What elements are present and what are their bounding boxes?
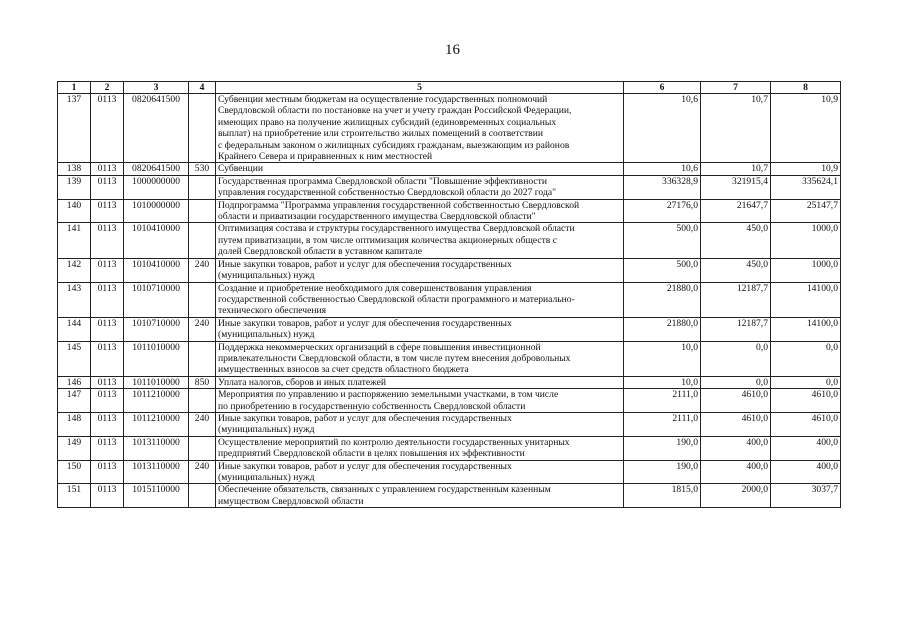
- description-line: области и приватизации государственного имущества Свердловской области": [218, 211, 536, 223]
- description-line: Государственная программа Свердловской области "Повышение эффективности: [218, 175, 547, 187]
- page-number: 16: [445, 42, 460, 58]
- table-row: [58, 94, 841, 163]
- section-code-cell: 0113: [91, 94, 124, 163]
- description-line: с федеральным законом о жилищных субсидиях гражданам, выезжающим из районов: [218, 139, 570, 151]
- amount-col8-cell: 400,0: [771, 460, 841, 484]
- column-header: 6: [624, 82, 701, 94]
- section-code-cell: 0113: [91, 376, 124, 388]
- amount-col8-cell: 1000,0: [771, 258, 841, 282]
- description-line: (муниципальных) нужд: [218, 472, 315, 483]
- row-number-cell: 139: [58, 175, 91, 199]
- description-line: путем приватизации, в том числе оптимизация количества акционерных обществ с: [218, 234, 557, 246]
- description-cell: [216, 341, 624, 376]
- description-line: Иные закупки товаров, работ и услуг для обеспечения государственных: [218, 258, 512, 270]
- row-number-cell: 144: [58, 317, 91, 341]
- target-code-cell: 1011210000: [124, 412, 189, 436]
- column-header: 4: [189, 82, 216, 94]
- section-code-cell: 0113: [91, 175, 124, 199]
- description-cell: [216, 258, 624, 282]
- budget-table: [57, 81, 841, 508]
- description-cell: [216, 199, 624, 223]
- row-number-cell: 150: [58, 460, 91, 484]
- target-code-cell: 1000000000: [124, 175, 189, 199]
- target-code-cell: 1013110000: [124, 460, 189, 484]
- amount-col8-cell: 3037,7: [771, 484, 841, 508]
- amount-col7-cell: 0,0: [701, 376, 771, 388]
- row-number-cell: 137: [58, 94, 91, 163]
- table-row: [58, 341, 841, 376]
- target-code-cell: 0820641500: [124, 163, 189, 175]
- row-number-cell: 141: [58, 223, 91, 258]
- amount-col8-cell: 0,0: [771, 376, 841, 388]
- target-code-cell: 1013110000: [124, 436, 189, 460]
- table-row: [58, 484, 841, 508]
- row-number-cell: 147: [58, 389, 91, 413]
- target-code-cell: 0820641500: [124, 94, 189, 163]
- column-header: 2: [91, 82, 124, 94]
- expense-type-cell: [189, 436, 216, 460]
- column-header: 7: [701, 82, 771, 94]
- row-number-cell: 149: [58, 436, 91, 460]
- table-row: [58, 223, 841, 258]
- amount-col7-cell: 10,7: [701, 163, 771, 175]
- column-header: 8: [771, 82, 841, 94]
- expense-type-cell: [189, 94, 216, 163]
- description-line: Крайнего Севера и приравненных к ним местностей: [218, 151, 433, 163]
- description-cell: [216, 163, 624, 175]
- amount-col6-cell: 190,0: [624, 436, 701, 460]
- amount-col7-cell: 450,0: [701, 223, 771, 258]
- target-code-cell: 1015110000: [124, 484, 189, 508]
- expense-type-cell: 240: [189, 460, 216, 484]
- row-number-cell: 140: [58, 199, 91, 223]
- row-number-cell: 146: [58, 376, 91, 388]
- amount-col6-cell: 10,6: [624, 163, 701, 175]
- description-line: Субвенции: [218, 163, 263, 175]
- description-line: Иные закупки товаров, работ и услуг для обеспечения государственных: [218, 460, 512, 472]
- target-code-cell: 1011010000: [124, 341, 189, 376]
- amount-col6-cell: 21880,0: [624, 282, 701, 317]
- table-row: [58, 258, 841, 282]
- amount-col8-cell: 1000,0: [771, 223, 841, 258]
- expense-type-cell: 240: [189, 258, 216, 282]
- table-row: [58, 163, 841, 175]
- expense-type-cell: [189, 282, 216, 317]
- amount-col6-cell: 27176,0: [624, 199, 701, 223]
- table-row: [58, 282, 841, 317]
- amount-col8-cell: 4610,0: [771, 412, 841, 436]
- column-header: 1: [58, 82, 91, 94]
- amount-col6-cell: 10,0: [624, 376, 701, 388]
- section-code-cell: 0113: [91, 163, 124, 175]
- description-line: по приобретению в государственную собственность Свердловской области: [218, 400, 526, 412]
- amount-col8-cell: 0,0: [771, 341, 841, 376]
- table-header-row: [58, 82, 841, 94]
- section-code-cell: 0113: [91, 484, 124, 508]
- description-line: имеющих право на получение жилищных субсидий (единовременных социальных: [218, 116, 557, 128]
- section-code-cell: 0113: [91, 389, 124, 413]
- amount-col8-cell: 335624,1: [771, 175, 841, 199]
- description-cell: [216, 175, 624, 199]
- expense-type-cell: [189, 341, 216, 376]
- description-cell: [216, 282, 624, 317]
- amount-col6-cell: 10,6: [624, 94, 701, 163]
- table-row: [58, 317, 841, 341]
- expense-type-cell: [189, 389, 216, 413]
- expense-type-cell: 240: [189, 317, 216, 341]
- description-line: Свердловской области по постановке на учет и учету граждан Российской Федерации,: [218, 105, 572, 117]
- description-line: технического обеспечения: [218, 305, 327, 317]
- description-line: Создание и приобретение необходимого для совершенствования управления: [218, 282, 532, 294]
- expense-type-cell: 240: [189, 412, 216, 436]
- table-row: [58, 376, 841, 388]
- description-cell: [216, 460, 624, 484]
- amount-col6-cell: 336328,9: [624, 175, 701, 199]
- amount-col8-cell: 25147,7: [771, 199, 841, 223]
- section-code-cell: 0113: [91, 258, 124, 282]
- table-row: [58, 175, 841, 199]
- amount-col7-cell: 321915,4: [701, 175, 771, 199]
- amount-col8-cell: 10,9: [771, 163, 841, 175]
- amount-col7-cell: 21647,7: [701, 199, 771, 223]
- description-line: выплат) на приобретение или строительство жилых помещений в соответствии: [218, 128, 543, 140]
- amount-col6-cell: 2111,0: [624, 412, 701, 436]
- description-line: долей Свердловской области в уставном капитале: [218, 246, 423, 258]
- amount-col8-cell: 14100,0: [771, 282, 841, 317]
- description-line: Иные закупки товаров, работ и услуг для обеспечения государственных: [218, 412, 512, 424]
- amount-col7-cell: 450,0: [701, 258, 771, 282]
- row-number-cell: 145: [58, 341, 91, 376]
- amount-col7-cell: 400,0: [701, 436, 771, 460]
- description-cell: [216, 94, 624, 163]
- target-code-cell: 1010410000: [124, 223, 189, 258]
- row-number-cell: 138: [58, 163, 91, 175]
- description-cell: [216, 436, 624, 460]
- section-code-cell: 0113: [91, 223, 124, 258]
- section-code-cell: 0113: [91, 199, 124, 223]
- amount-col7-cell: 0,0: [701, 341, 771, 376]
- amount-col7-cell: 10,7: [701, 94, 771, 163]
- amount-col7-cell: 4610,0: [701, 412, 771, 436]
- description-cell: [216, 317, 624, 341]
- section-code-cell: 0113: [91, 412, 124, 436]
- expense-type-cell: 530: [189, 163, 216, 175]
- description-line: (муниципальных) нужд: [218, 424, 315, 436]
- column-header: 3: [124, 82, 189, 94]
- section-code-cell: 0113: [91, 317, 124, 341]
- amount-col8-cell: 4610,0: [771, 389, 841, 413]
- amount-col6-cell: 190,0: [624, 460, 701, 484]
- description-line: (муниципальных) нужд: [218, 329, 315, 341]
- row-number-cell: 142: [58, 258, 91, 282]
- description-line: Иные закупки товаров, работ и услуг для обеспечения государственных: [218, 317, 512, 329]
- description-cell: [216, 389, 624, 413]
- amount-col6-cell: 500,0: [624, 258, 701, 282]
- amount-col7-cell: 2000,0: [701, 484, 771, 508]
- amount-col8-cell: 10,9: [771, 94, 841, 163]
- row-number-cell: 143: [58, 282, 91, 317]
- section-code-cell: 0113: [91, 436, 124, 460]
- description-cell: [216, 484, 624, 508]
- description-line: Осуществление мероприятий по контролю деятельности государственных унитарных: [218, 436, 570, 448]
- row-number-cell: 148: [58, 412, 91, 436]
- expense-type-cell: [189, 175, 216, 199]
- target-code-cell: 1010000000: [124, 199, 189, 223]
- target-code-cell: 1010710000: [124, 317, 189, 341]
- amount-col6-cell: 1815,0: [624, 484, 701, 508]
- description-line: Обеспечение обязательств, связанных с управлением государственным казенным: [218, 484, 551, 496]
- description-line: Подпрограмма "Программа управления государственной собственностью Свердловской: [218, 199, 580, 211]
- expense-type-cell: [189, 223, 216, 258]
- table-row: [58, 389, 841, 413]
- amount-col7-cell: 12187,7: [701, 317, 771, 341]
- section-code-cell: 0113: [91, 282, 124, 317]
- description-cell: [216, 376, 624, 388]
- amount-col6-cell: 2111,0: [624, 389, 701, 413]
- target-code-cell: 1011210000: [124, 389, 189, 413]
- row-number-cell: 151: [58, 484, 91, 508]
- description-line: Поддержка некоммерческих организаций в сфере повышения инвестиционной: [218, 341, 541, 353]
- amount-col8-cell: 400,0: [771, 436, 841, 460]
- description-cell: [216, 223, 624, 258]
- table-row: [58, 460, 841, 484]
- table-row: [58, 436, 841, 460]
- column-header: 5: [216, 82, 624, 94]
- amount-col6-cell: 10,0: [624, 341, 701, 376]
- description-line: имуществом Свердловской области: [218, 495, 364, 507]
- expense-type-cell: 850: [189, 376, 216, 388]
- description-line: Оптимизация состава и структуры государственного имущества Свердловской области: [218, 223, 575, 235]
- description-line: Субвенции местным бюджетам на осуществление государственных полномочий: [218, 94, 548, 105]
- table-row: [58, 199, 841, 223]
- expense-type-cell: [189, 199, 216, 223]
- description-line: предприятий Свердловской области в целях повышения их эффективности: [218, 448, 525, 460]
- amount-col6-cell: 21880,0: [624, 317, 701, 341]
- table-row: [58, 412, 841, 436]
- amount-col7-cell: 400,0: [701, 460, 771, 484]
- description-line: Мероприятия по управлению и распоряжению земельными участками, в том числе: [218, 389, 559, 401]
- table-body: [58, 94, 841, 508]
- target-code-cell: 1011010000: [124, 376, 189, 388]
- description-line: государственной собственностью Свердловской области программного и материально-: [218, 293, 575, 305]
- section-code-cell: 0113: [91, 460, 124, 484]
- amount-col7-cell: 12187,7: [701, 282, 771, 317]
- description-cell: [216, 412, 624, 436]
- target-code-cell: 1010710000: [124, 282, 189, 317]
- target-code-cell: 1010410000: [124, 258, 189, 282]
- amount-col7-cell: 4610,0: [701, 389, 771, 413]
- expense-type-cell: [189, 484, 216, 508]
- description-line: имущественных взносов за счет средств областного бюджета: [218, 364, 469, 376]
- description-line: управления государственной собственностью Свердловской области до 2027 года": [218, 187, 557, 199]
- section-code-cell: 0113: [91, 341, 124, 376]
- description-line: Уплата налогов, сборов и иных платежей: [218, 376, 387, 388]
- amount-col6-cell: 500,0: [624, 223, 701, 258]
- description-line: привлекательности Свердловской области, в том числе путем внесения добровольных: [218, 352, 571, 364]
- amount-col8-cell: 14100,0: [771, 317, 841, 341]
- description-line: (муниципальных) нужд: [218, 270, 315, 282]
